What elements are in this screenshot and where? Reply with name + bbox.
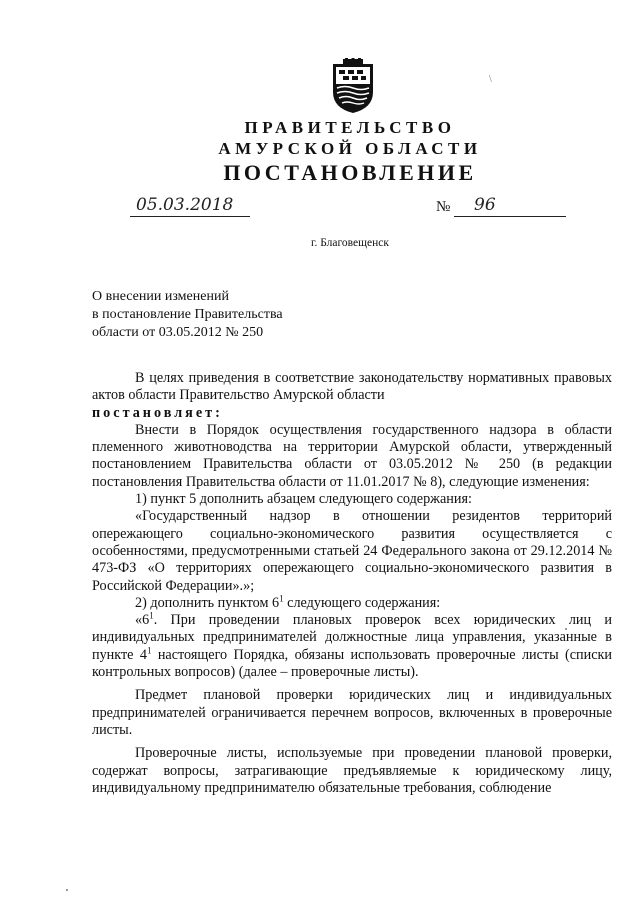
item-1-heading: 1) пункт 5 дополнить абзацем следующего содержания:: [135, 491, 472, 508]
checklists-paragraph: Проверочные листы, используемые при проведении плановой проверки, содержат вопросы, затрагивающие предъявляемые к юридическому лицу, индивидуальному предпринимателю обязательные требования, соблюдение: [92, 745, 612, 796]
item-2-text-middle: . При проведении плановых проверок всех юридических лиц и индивидуальных предпринимателей должностные лица управления, указанные в пункте 4: [92, 612, 612, 663]
government-title: ПРАВИТЕЛЬСТВО: [244, 118, 456, 137]
region-title: АМУРСКОЙ ОБЛАСТИ: [218, 139, 482, 158]
amur-region-coat-of-arms-icon: [329, 58, 377, 114]
subject-line: области от 03.05.2012 № 250: [92, 325, 264, 340]
handwritten-date: 05.03.2018: [136, 195, 234, 215]
subject-line: О внесении изменений: [92, 289, 229, 304]
number-underline: [454, 216, 566, 217]
item-2-heading: [92, 595, 612, 612]
item-2-heading-superscript: 1: [279, 593, 284, 604]
scan-artifact-dot: [66, 889, 68, 891]
intro-paragraph: Внести в Порядок осуществления государственного надзора в области племенного животноводства на территории Амурской области, утвержденный постановлением Правительства области от 03.05.2012 № 250 (в редакции постановления Правительства области от 11.01.2017 № 8), следующие изменения:: [92, 421, 612, 490]
document-body: [92, 370, 612, 797]
item-2-text: [92, 612, 612, 681]
scan-artifact-mark: \: [489, 74, 492, 85]
city-name: г. Благовещенск: [311, 237, 389, 249]
number-field: [454, 195, 566, 217]
resolves-word: постановляет:: [92, 404, 223, 421]
number-label: №: [436, 199, 451, 215]
subject-line: в постановление Правительства: [92, 307, 283, 322]
item-2-text-end: настоящего Порядка, обязаны использовать проверочные листы (списки контрольных вопросов) (далее – проверочные листы).: [92, 646, 613, 681]
document-type: ПОСТАНОВЛЕНИЕ: [223, 160, 477, 185]
preamble-paragraph: В целях приведения в соответствие законодательству нормативных правовых актов области Правительство Амурской области: [92, 370, 612, 404]
handwritten-number: 96: [474, 195, 496, 215]
item-2-text-superscript: 1: [146, 645, 152, 656]
inspection-subject-paragraph: Предмет плановой проверки юридических лиц и индивидуальных предпринимателей ограничивается перечнем вопросов, включенных в проверочные листы.: [92, 687, 612, 738]
item-2-heading-end: следующего содержания:: [283, 594, 441, 611]
item-2-text-start: «6: [135, 612, 150, 629]
date-underline: [130, 216, 250, 217]
document-subject: [92, 288, 283, 342]
item-1-text: «Государственный надзор в отношении резидентов территорий опережающего социально-экономического развития осуществляется с особенностями, предусмотренными статьей 24 Федерального закона от 29.12.2014 № 473-ФЗ «О территориях опережающего социально-экономического развития в Российской Федерации».»;: [92, 508, 612, 594]
item-2-text-superscript: 1: [149, 610, 154, 621]
date-field: [130, 195, 250, 217]
item-2-heading-start: 2) дополнить пунктом 6: [135, 594, 280, 611]
